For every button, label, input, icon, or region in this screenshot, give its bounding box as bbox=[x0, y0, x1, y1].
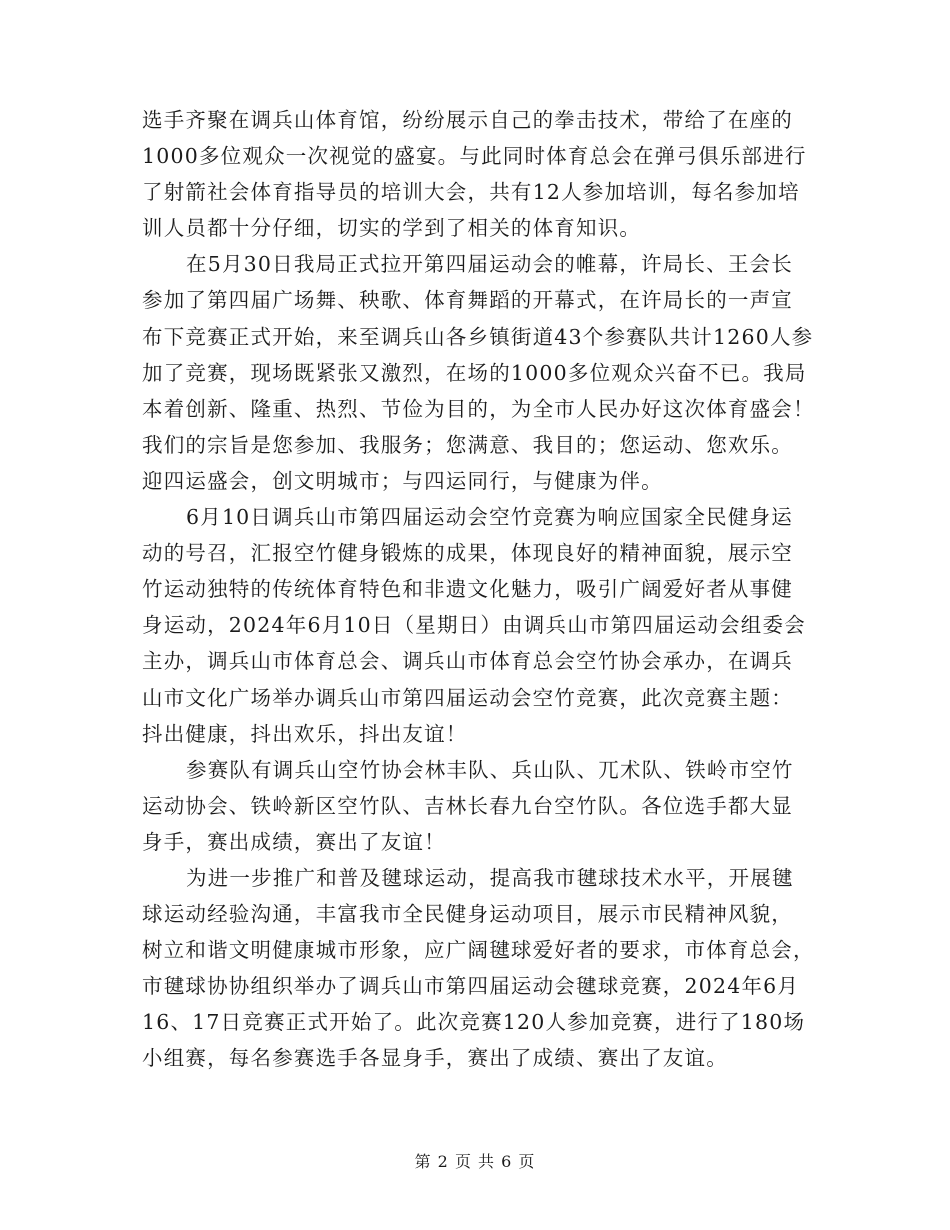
page-number-footer: 第 2 页 共 6 页 bbox=[414, 1152, 536, 1171]
text-line: 我们的宗旨是您参加、我服务；您满意、我目的；您运动、您欢乐。 bbox=[142, 432, 793, 457]
text-line: 布下竞赛正式开始，来至调兵山各乡镇街道43个参赛队共计1260人参 bbox=[142, 324, 814, 349]
text-line: 迎四运盛会，创文明城市；与四运同行，与健康为伴。 bbox=[142, 468, 663, 493]
paragraph-diabolo-competition bbox=[142, 499, 818, 752]
text-line: 竹运动独特的传统体育特色和非遗文化魅力，吸引广阔爱好者从事健 bbox=[142, 577, 793, 602]
text-line: 参赛队有调兵山空竹协会林丰队、兵山队、兀术队、铁岭市空竹 bbox=[186, 757, 794, 782]
text-line: 1000多位观众一次视觉的盛宴。与此同时体育总会在弹弓俱乐部进行 bbox=[142, 144, 807, 169]
text-line: 山市文化广场举办调兵山市第四届运动会空竹竞赛，此次竞赛主题： bbox=[142, 685, 793, 710]
text-line: 树立和谐文明健康城市形象，应广阔毽球爱好者的要求，市体育总会， bbox=[142, 938, 815, 963]
text-line: 训人员都十分仔细，切实的学到了相关的体育知识。 bbox=[142, 216, 642, 241]
text-line: 选手齐聚在调兵山体育馆，纷纷展示自己的拳击技术，带给了在座的 bbox=[142, 108, 793, 132]
text-line: 动的号召，汇报空竹健身锻炼的成果，体现良好的精神面貌，展示空 bbox=[142, 541, 793, 566]
text-line: 参加了第四届广场舞、秧歌、体育舞蹈的开幕式，在许局长的一声宣 bbox=[142, 288, 793, 313]
text-line: 为进一步推广和普及毽球运动，提高我市毽球技术水平，开展毽 bbox=[186, 865, 794, 890]
text-line: 6月10日调兵山市第四届运动会空竹竞赛为响应国家全民健身运 bbox=[186, 505, 793, 530]
text-line: 主办，调兵山市体育总会、调兵山市体育总会空竹协会承办，在调兵 bbox=[142, 649, 793, 674]
text-line: 16、17日竞赛正式开始了。此次竞赛120人参加竞赛，进行了180场 bbox=[142, 1010, 806, 1035]
text-line: 小组赛，每名参赛选手各显身手，赛出了成绩、赛出了友谊。 bbox=[142, 1046, 728, 1071]
paragraph-boxing-archery bbox=[142, 102, 818, 246]
paragraph-diabolo-teams bbox=[142, 752, 818, 860]
text-line: 在5月30日我局正式拉开第四届运动会的帷幕，许局长、王会长 bbox=[186, 252, 793, 277]
document-body bbox=[142, 102, 818, 1077]
text-line: 运动协会、铁岭新区空竹队、吉林长春九台空竹队。各位选手都大显 bbox=[142, 793, 793, 818]
text-line: 球运动经验沟通，丰富我市全民健身运动项目，展示市民精神风貌， bbox=[142, 902, 793, 927]
text-line: 身手，赛出成绩，赛出了友谊！ bbox=[142, 829, 446, 854]
text-line: 身运动，2024年6月10日（星期日）由调兵山市第四届运动会组委会 bbox=[142, 613, 806, 638]
paragraph-shuttlecock-competition bbox=[142, 860, 818, 1077]
text-line: 本着创新、隆重、热烈、节俭为目的，为全市人民办好这次体育盛会！ bbox=[142, 396, 815, 421]
paragraph-opening-ceremony bbox=[142, 246, 818, 499]
text-line: 了射箭社会体育指导员的培训大会，共有12人参加培训，每名参加培 bbox=[142, 180, 800, 205]
text-line: 抖出健康，抖出欢乐，抖出友谊！ bbox=[142, 721, 468, 746]
text-line: 市毽球协协组织举办了调兵山市第四届运动会毽球竞赛，2024年6月 bbox=[142, 974, 800, 999]
text-line: 加了竞赛，现场既紧张又激烈，在场的1000多位观众兴奋不已。我局 bbox=[142, 360, 807, 385]
